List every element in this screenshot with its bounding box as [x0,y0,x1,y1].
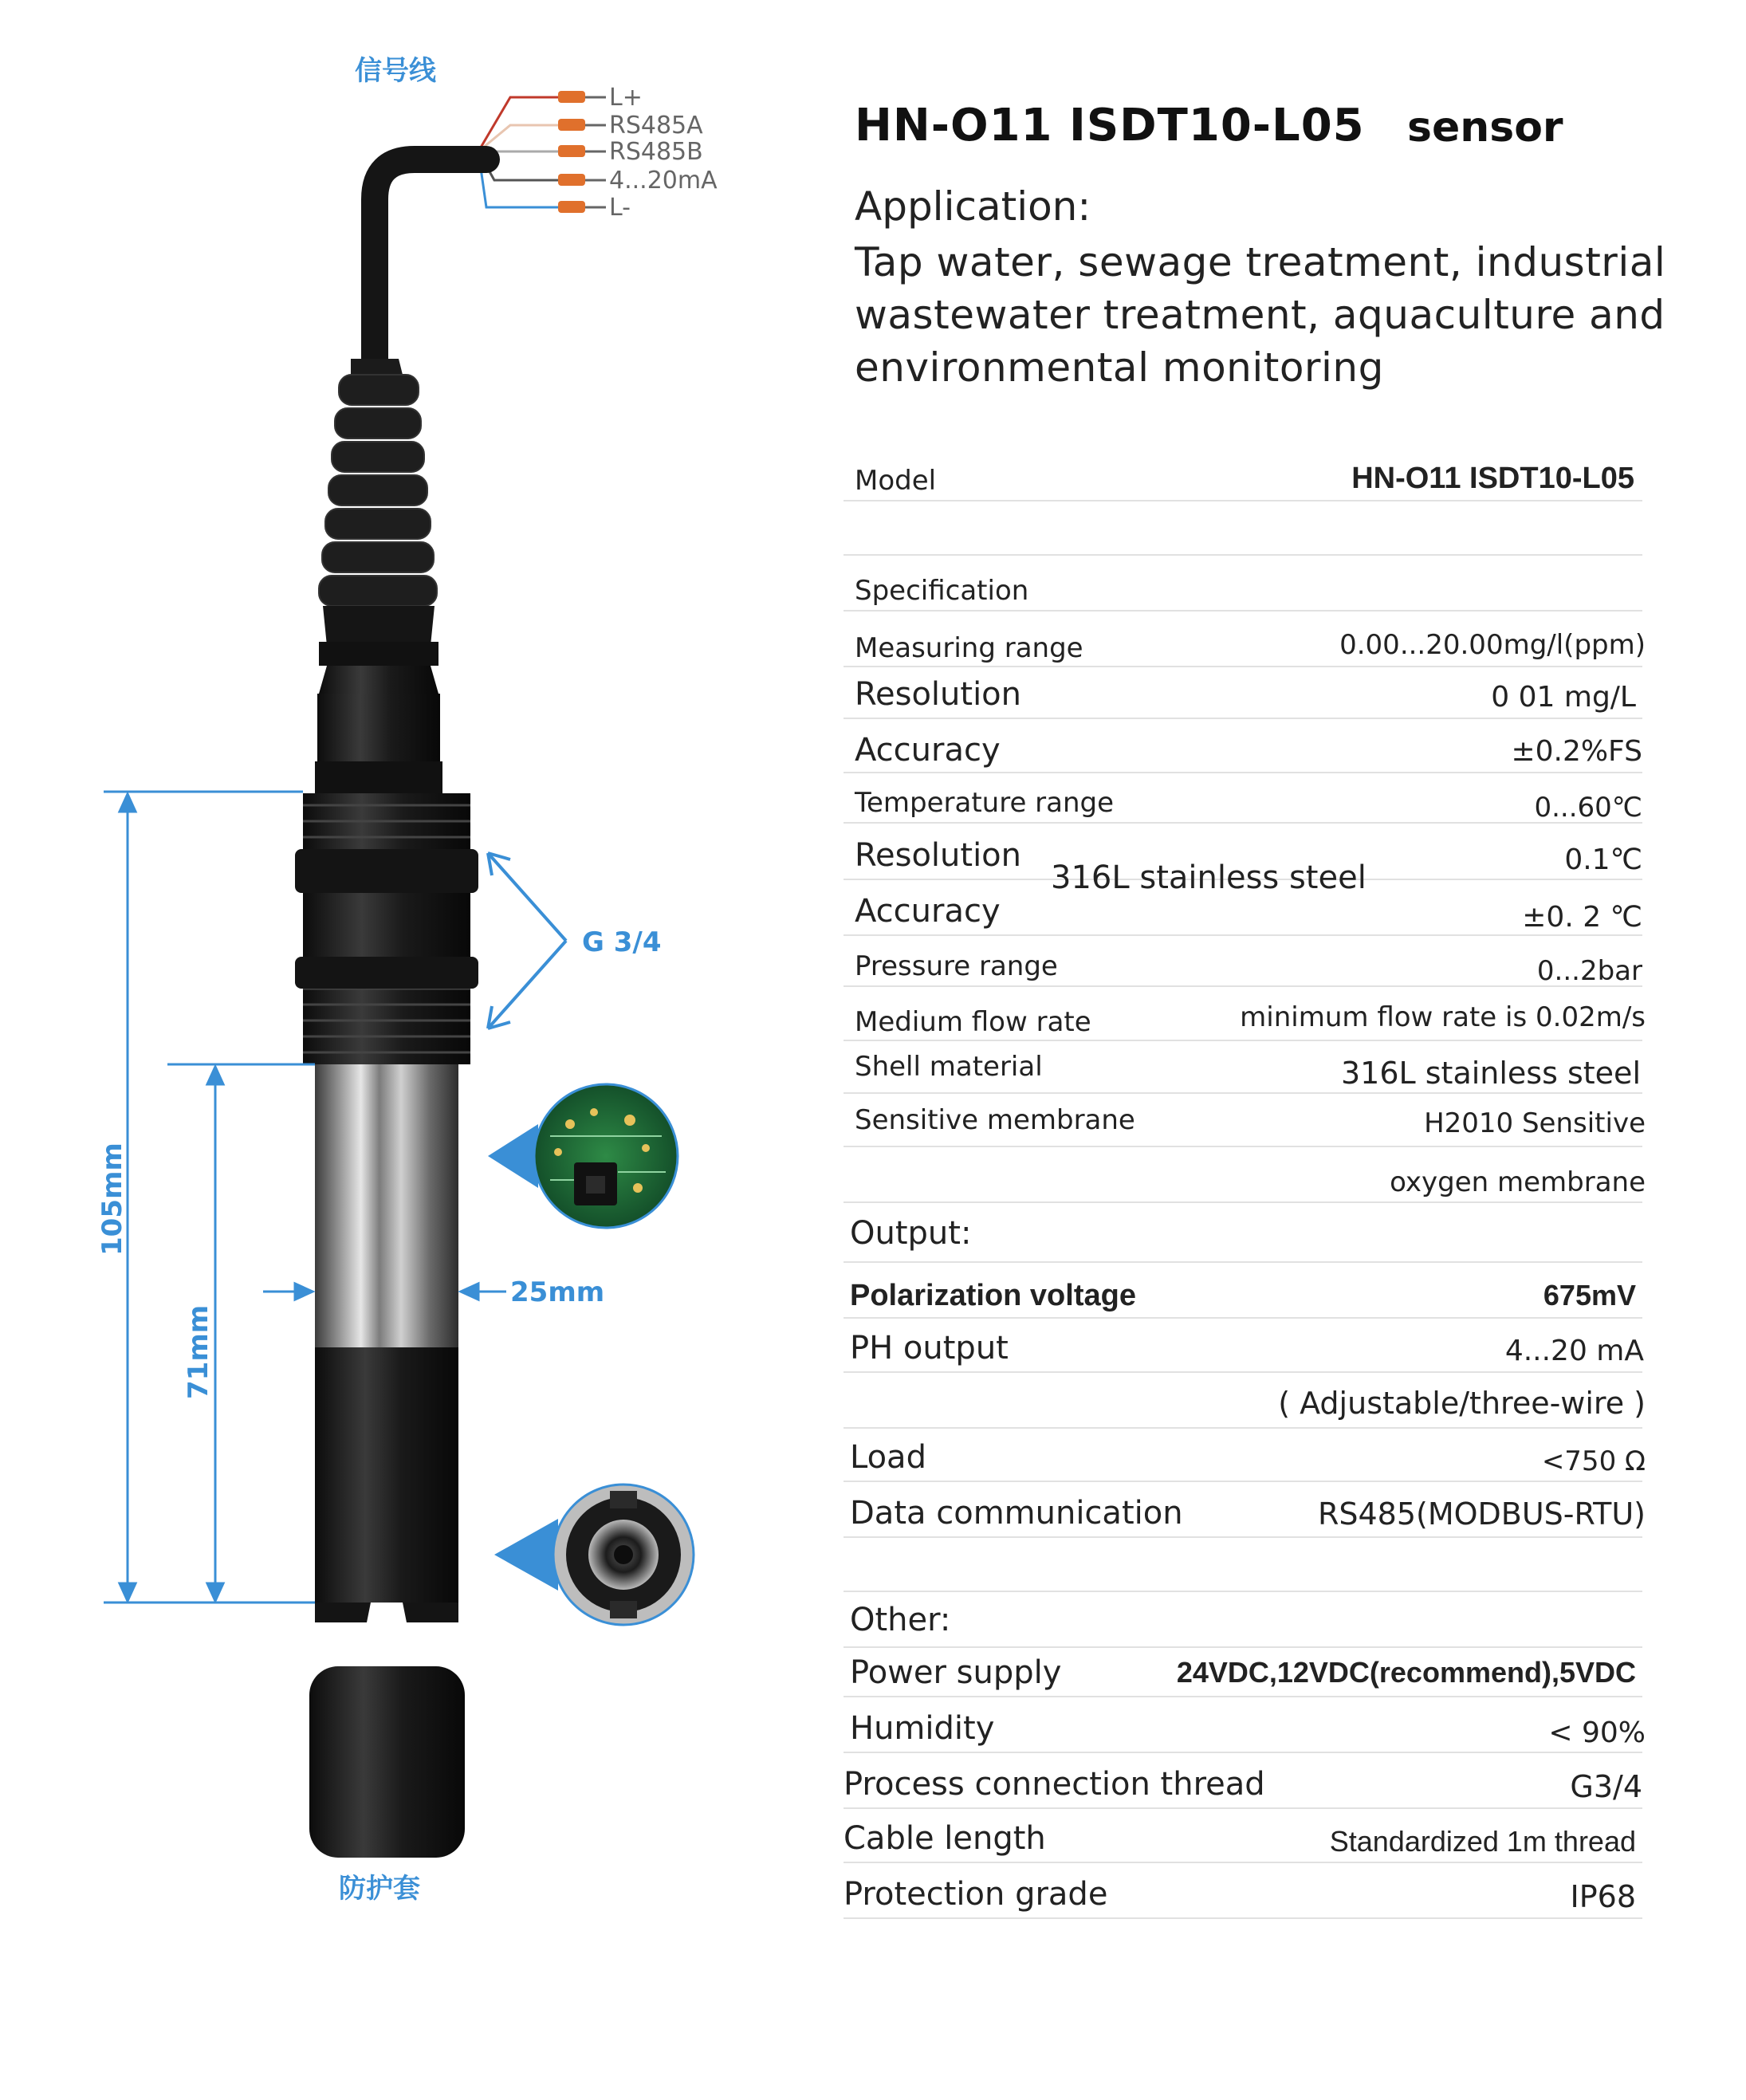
row-label: Sensitive membrane [855,1104,1135,1136]
row-label: Accuracy [855,732,1001,769]
row-value: <750 Ω [1541,1445,1646,1477]
strain-relief [319,359,437,646]
product-title-suffix: sensor [1407,104,1563,151]
wire-sleeves [558,91,585,213]
dim-105mm-label: 105mm [96,1142,128,1256]
table-row [844,1495,1646,1538]
row-label: Power supply [850,1654,1062,1691]
wire-label-rs485a: RS485A [609,112,703,140]
table-row [844,1330,1642,1373]
steel-tube [315,1064,458,1347]
wire-label-rs485b: RS485B [609,138,703,166]
table-row [844,785,1642,824]
table-row [844,893,1642,936]
table-row [844,1820,1642,1863]
row-label: Accuracy [855,893,1001,930]
table-row [844,676,1642,719]
table-row [844,1051,1642,1094]
wire-label-4-20ma: 4...20mA [609,167,718,195]
output-heading-row [844,1212,1642,1263]
row-value: 0.00...20.00mg/l(ppm) [1339,629,1646,661]
model-value: HN-O11 ISDT10-L05 [1351,462,1634,495]
model-row [844,458,1642,501]
row-value: 4...20 mA [1504,1335,1644,1367]
row-value: H2010 Sensitive [1424,1107,1646,1139]
row-value: 0.1℃ [1564,844,1642,876]
table-row [844,1104,1646,1147]
specification-heading: Specification [855,575,1029,607]
output-heading: Output: [850,1215,972,1252]
row-value: ±0.2%FS [1511,735,1642,768]
table-row [844,1276,1642,1319]
product-title: HN-O11 ISDT10-L05 [855,100,1365,151]
thread-callout [488,853,566,1028]
table-row [844,1654,1642,1697]
row-value: ±0. 2 ℃ [1522,901,1642,934]
row-label: PH output [850,1330,1009,1367]
sensor-tip [315,1347,458,1622]
row-value: RS485(MODBUS-RTU) [1317,1496,1646,1532]
row-label: Measuring range [855,632,1083,664]
row-value: 316L stainless steel [1340,1056,1641,1091]
row-value: 24VDC,12VDC(recommend),5VDC [1176,1656,1636,1689]
overlay-stainless-text: 316L stainless steel [1051,859,1367,896]
model-label: Model [855,465,937,497]
divider [844,514,1642,556]
row-value: < 90% [1548,1717,1646,1749]
application-heading: Application: [855,183,1091,230]
divider [844,1551,1642,1592]
sensor-face-inset [494,1485,694,1625]
row-label: Pressure range [855,950,1058,982]
row-label: Cable length [844,1820,1046,1857]
dim-71mm-label: 71mm [183,1304,214,1399]
application-text: Tap water, sewage treatment, industrial wastewater treatment, aquaculture and environmental monitoring [855,239,1666,391]
sensor-diagram [0,0,837,2100]
row-value: 675mV [1543,1279,1636,1312]
row-value: IP68 [1570,1879,1636,1914]
row-value: G3/4 [1570,1769,1642,1804]
row-label: Load [850,1439,926,1476]
signal-line-label: 信号线 [355,55,436,87]
dim-105mm-line [104,792,315,1603]
table-row [844,1439,1646,1482]
dim-25mm-label: 25mm [510,1276,605,1308]
other-heading-row [844,1599,1642,1648]
table-row [844,1766,1642,1809]
row-value: 0...2bar [1536,955,1642,987]
row-label: Temperature range [855,787,1115,819]
row-label: Resolution [855,837,1022,874]
other-heading: Other: [850,1602,951,1638]
row-label: Resolution [855,676,1022,713]
row-label: Medium flow rate [855,1006,1091,1038]
cable [375,159,486,375]
row-value: 0 01 mg/L [1491,681,1636,714]
table-row [844,1710,1646,1753]
row-label: Process connection thread [844,1766,1265,1803]
row-label: Humidity [850,1710,995,1747]
table-row [844,949,1642,987]
table-row [844,1386,1646,1429]
thread-section [295,793,478,1064]
table-row [844,626,1646,667]
row-value: oxygen membrane [1390,1166,1646,1198]
row-value: minimum flow rate is 0.02m/s [1240,1001,1646,1033]
row-value: 0...60℃ [1534,792,1642,824]
wire-label-l-plus: L+ [609,84,643,112]
row-label: Data communication [850,1495,1183,1532]
gland-nut [315,642,442,793]
thread-label: G 3/4 [582,926,662,958]
wire-label-l-minus: L- [609,194,631,222]
specification-heading-row [844,570,1642,612]
pcb-inset [488,1084,678,1228]
row-label: Protection grade [844,1876,1108,1913]
table-row [844,732,1642,773]
table-row [844,1160,1646,1203]
row-value: ( Adjustable/three-wire ) [1278,1386,1646,1421]
row-label: Polarization voltage [850,1279,1136,1312]
table-row [844,1876,1642,1919]
row-value: Standardized 1m thread [1329,1825,1636,1858]
row-label: Shell material [855,1051,1043,1083]
protective-cap [309,1666,465,1858]
table-row [844,998,1646,1041]
protective-cap-label: 防护套 [339,1873,420,1905]
